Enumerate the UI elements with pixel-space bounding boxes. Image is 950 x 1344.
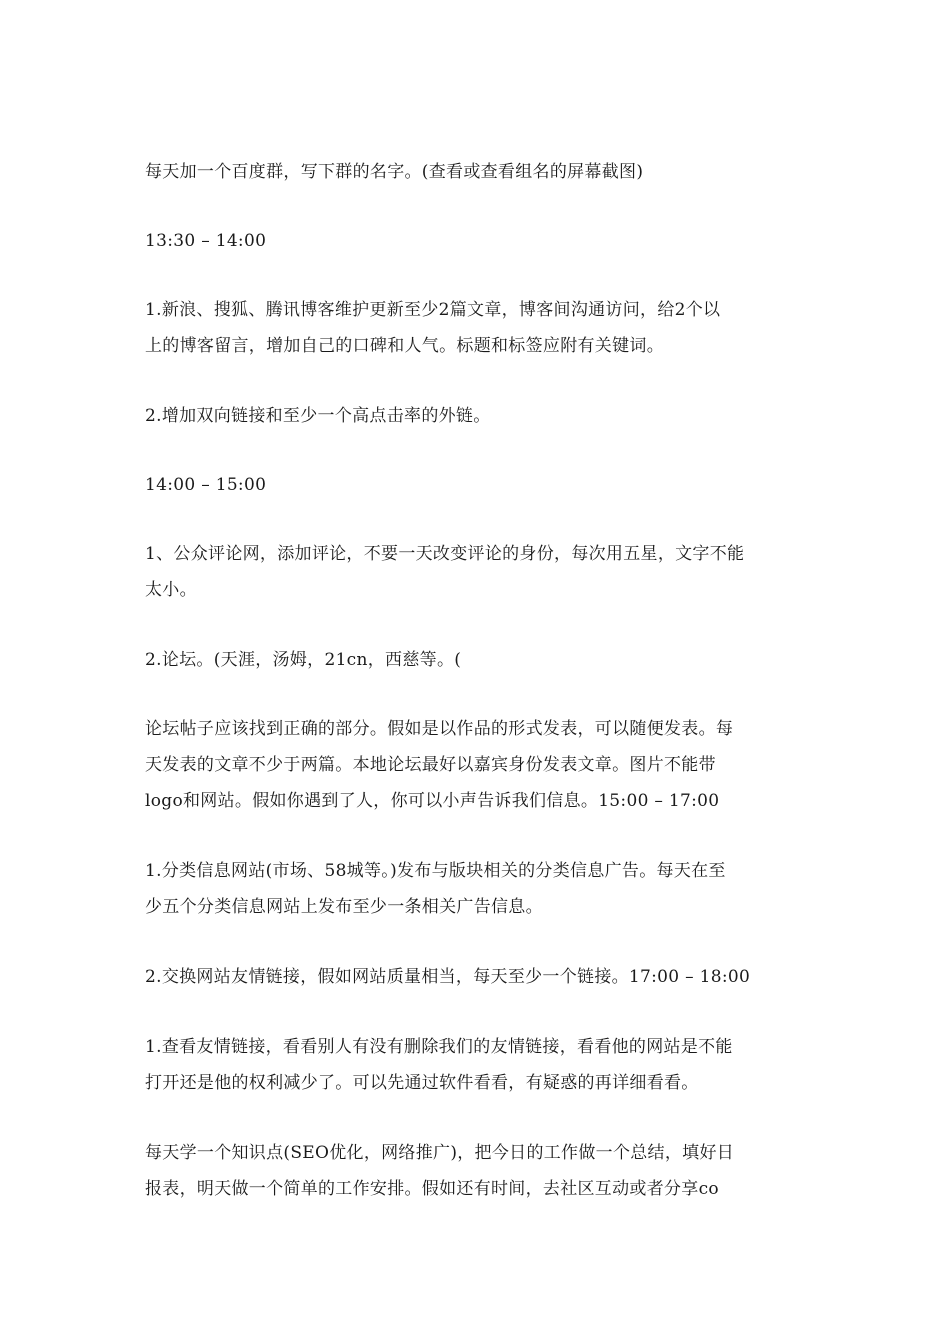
paragraph-line: 14:00 – 15:00 xyxy=(145,475,267,495)
paragraph-forum-posts xyxy=(145,711,815,819)
paragraph-line: 1、公众评论网，添加评论，不要一天改变评论的身份，每次用五星，文字不能 xyxy=(145,544,745,564)
paragraph-backlinks xyxy=(145,398,815,434)
paragraph-blog-maintenance xyxy=(145,292,815,364)
paragraph-line: 2.增加双向链接和至少一个高点击率的外链。 xyxy=(145,406,491,426)
paragraph-check-links xyxy=(145,1029,815,1101)
paragraph-line: 报表，明天做一个简单的工作安排。假如还有时间，去社区互动或者分享co xyxy=(145,1179,719,1199)
paragraph-line: 13:30 – 14:00 xyxy=(145,231,267,251)
paragraph-line: 少五个分类信息网站上发布至少一条相关广告信息。 xyxy=(145,897,543,917)
paragraph-classified-ads xyxy=(145,853,815,925)
paragraph-line: 论坛帖子应该找到正确的部分。假如是以作品的形式发表，可以随便发表。每 xyxy=(145,719,734,739)
paragraph-line: 太小。 xyxy=(145,580,197,600)
paragraph-line: 天发表的文章不少于两篇。本地论坛最好以嘉宾身份发表文章。图片不能带 xyxy=(145,755,716,775)
time-heading-1400 xyxy=(145,467,815,503)
paragraph-daily-learning xyxy=(145,1135,815,1207)
paragraph-line: 1.分类信息网站(市场、58城等。)发布与版块相关的分类信息广告。每天在至 xyxy=(145,861,726,881)
paragraph-line: logo和网站。假如你遇到了人，你可以小声告诉我们信息。15:00 – 17:00 xyxy=(145,791,720,811)
paragraph-link-exchange xyxy=(145,959,815,995)
paragraph-line: 1.查看友情链接，看看别人有没有删除我们的友情链接，看看他的网站是不能 xyxy=(145,1037,733,1057)
paragraph-line: 2.交换网站友情链接，假如网站质量相当，每天至少一个链接。17:00 – 18:00 xyxy=(145,967,751,987)
paragraph-line: 每天学一个知识点(SEO优化，网络推广)，把今日的工作做一个总结，填好日 xyxy=(145,1143,735,1163)
paragraph-line: 打开还是他的权利减少了。可以先通过软件看看，有疑惑的再详细看看。 xyxy=(145,1073,699,1093)
paragraph-line: 2.论坛。(天涯，汤姆，21cn，西慈等。( xyxy=(145,650,462,670)
time-heading-1330 xyxy=(145,223,815,259)
paragraph-line: 每天加一个百度群，写下群的名字。(查看或查看组名的屏幕截图) xyxy=(145,162,644,182)
paragraph-review-site xyxy=(145,536,815,608)
paragraph-line: 1.新浪、搜狐、腾讯博客维护更新至少2篇文章，博客间沟通访问，给2个以 xyxy=(145,300,721,320)
paragraph-forum xyxy=(145,642,815,678)
paragraph-intro xyxy=(145,154,815,190)
paragraph-line: 上的博客留言，增加自己的口碑和人气。标题和标签应附有关键词。 xyxy=(145,336,664,356)
